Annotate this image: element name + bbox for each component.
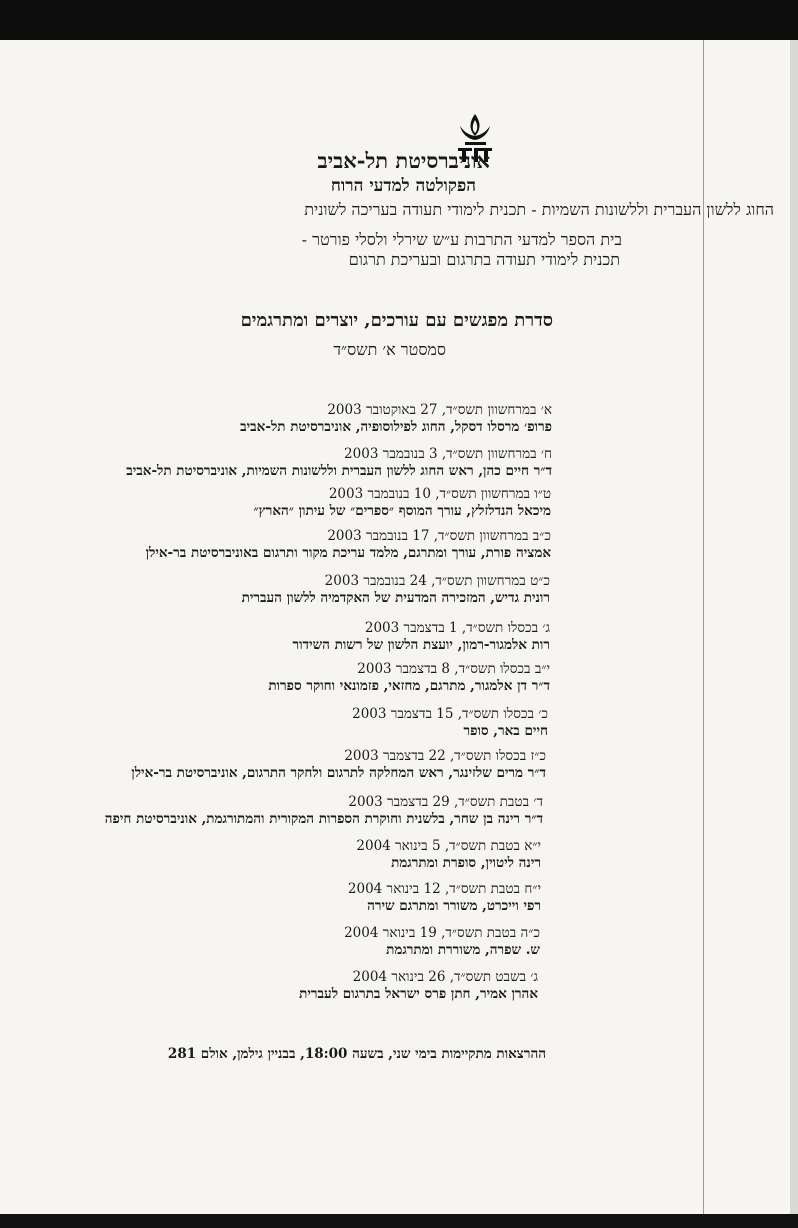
- footer-note: ההרצאות מתקיימות בימי שני, בשעה 18:00, בבניין גילמן, אולם 281: [167, 1046, 546, 1062]
- lecture-speaker: חיים באר, סופר: [463, 723, 548, 739]
- lecture-date: ג׳ בכסלו תשס״ד, 1 בדצמבר 2003: [364, 620, 550, 636]
- lecture-speaker: אמציה פורת, עורך ומתרגם, מלמד עריכת מקור ותרגום באוניברסיטת בר-אילן: [145, 545, 551, 561]
- lecture-speaker: רות אלמגור-רמון, יועצת הלשון של רשות השידור: [292, 637, 550, 653]
- lecture-speaker: רפי וייכרט, משורר ומתרגם שירה: [367, 898, 541, 914]
- lecture-item: [146, 528, 551, 562]
- lecture-item: [105, 794, 543, 828]
- lecture-date: י״א בטבת תשס״ד, 5 בינואר 2004: [356, 838, 541, 854]
- lecture-date: כ׳ בכסלו תשס״ד, 15 בדצמבר 2003: [352, 706, 548, 722]
- lecture-speaker: מיכאל הנדלזלץ, עורך המוסף ״ספרים״ של עיתון ״הארץ״: [253, 503, 551, 519]
- lecture-item: [292, 620, 550, 654]
- lecture-date: כ״ב במרחשוון תשס״ד, 17 בנובמבר 2003: [327, 528, 551, 544]
- lecture-speaker: ד״ר רינה בן שחר, בלשנית וחוקרת הספרות המקורית והמתורגמת, אוניברסיטת חיפה: [104, 811, 543, 827]
- lecture-date: ט״ו במרחשוון תשס״ד, 10 בנובמבר 2003: [328, 486, 551, 502]
- lecture-date: ח׳ במרחשוון תשס״ד, 3 בנובמבר 2003: [344, 446, 552, 462]
- lecture-item: [242, 573, 550, 607]
- lecture-speaker: רינה ליטוין, סופרת ומתרגמת: [391, 855, 541, 871]
- lecture-item: [356, 838, 541, 872]
- lecture-date: כ״ט במרחשוון תשס״ד, 24 בנובמבר 2003: [324, 573, 550, 589]
- lecture-item: [254, 486, 551, 520]
- lecture-speaker: ד״ר חיים כהן, ראש החוג ללשון העברית וללשונות השמיות, אוניברסיטת תל-אביב: [126, 463, 552, 479]
- lecture-date: י״ח בטבת תשס״ד, 12 בינואר 2004: [347, 881, 541, 897]
- lecture-item: [299, 969, 538, 1003]
- lecture-speaker: ד״ר מרים שלזינגר, ראש המחלקה לתרגום ולחקר התרגום, אוניברסיטת בר-אילן: [131, 765, 546, 781]
- lecture-speaker: ד״ר דן אלמגור, מתרגם, מחזאי, פזמונאי וחוקר ספרות: [268, 678, 550, 694]
- semester-label: סמסטר א׳ תשס״ד: [333, 340, 446, 359]
- lecture-speaker: ש. שפרה, משוררת ומתרגמת: [386, 942, 540, 958]
- lecture-item: [126, 446, 552, 480]
- university-name: אוניברסיטת תל-אביב: [317, 148, 490, 173]
- series-title: סדרת מפגשים עם עורכים, יוצרים ומתרגמים: [240, 310, 553, 331]
- lecture-speaker: פרופ׳ מרסלו דסקל, החוג לפילוסופיה, אוניברסיטת תל-אביב: [240, 419, 552, 435]
- lecture-item: [268, 661, 550, 695]
- lecture-item: [344, 925, 540, 959]
- lecture-date: ד׳ בטבת תשס״ד, 29 בדצמבר 2003: [348, 794, 543, 810]
- faculty-name: הפקולטה למדעי הרוח: [330, 176, 476, 196]
- school-line-1: בית הספר למדעי התרבות ע״ש שירלי ולסלי פורטר -: [301, 230, 622, 249]
- lecture-date: ג׳ בשבט תשס״ד, 26 בינואר 2004: [352, 969, 538, 985]
- lecture-item: [348, 881, 541, 915]
- lecture-date: כ״ז בכסלו תשס״ד, 22 בדצמבר 2003: [344, 748, 546, 764]
- lecture-date: א׳ במרחשוון תשס״ד, 27 באוקטובר 2003: [327, 402, 552, 418]
- lecture-speaker: אהרן אמיר, חתן פרס ישראל בתרגום לעברית: [299, 986, 538, 1002]
- lecture-date: י״ב בכסלו תשס״ד, 8 בדצמבר 2003: [357, 661, 550, 677]
- lecture-date: כ״ה בטבת תשס״ד, 19 בינואר 2004: [344, 925, 540, 941]
- lecture-speaker: רונית גדיש, המזכירה המדעית של האקדמיה ללשון העברית: [241, 590, 550, 606]
- school-line-2: תכנית לימודי תעודה בתרגום ובעריכת תרגום: [348, 250, 620, 269]
- lecture-item: [240, 402, 552, 436]
- lecture-item: [352, 706, 548, 740]
- department-line: החוג ללשון העברית וללשונות השמיות - תכנית לימודי תעודה בעריכה לשונית: [304, 200, 774, 219]
- lecture-item: [131, 748, 546, 782]
